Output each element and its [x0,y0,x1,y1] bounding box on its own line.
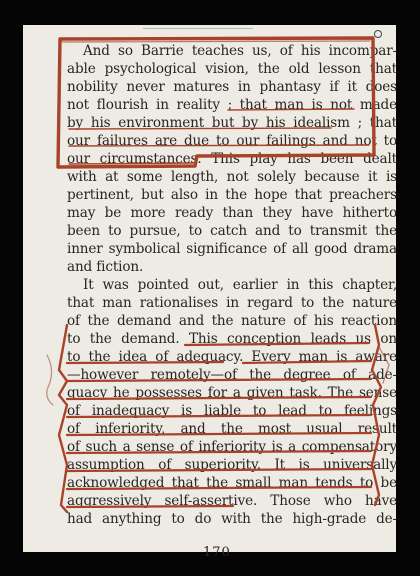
underline [67,506,233,507]
text-line: of inadequacy is liable to lead to feelings [67,403,397,419]
underline [69,128,331,129]
text-line: of such a sense of inferiority is a compensatory [67,439,397,455]
text-line: of the demand and the nature of his reaction [67,313,397,329]
text-line: acknowledged that the small man tends to be [67,475,397,491]
annotation-box-top [58,38,374,167]
text-line: been to pursue, to catch and to transmit the [67,223,397,239]
text-line: quacy he possesses for a given task. The sense [67,385,397,401]
underline [67,361,371,363]
text-line: It was pointed out, earlier in this chapter, [83,277,397,293]
underline [67,469,371,471]
text-line: pertinent, but also in the hope that preachers [67,187,397,203]
text-line: —however remotely—of the degree of ade- [67,367,397,383]
text-line: of inferiority, and the most usual result [67,421,397,437]
margin-scribble [47,355,53,405]
margin-scribble [379,347,389,383]
text-line: nobility never matures in phantasy if it does [67,79,397,95]
underline [67,379,371,381]
book-page [23,25,397,560]
underline [67,487,371,489]
text-line: And so Barrie teaches us, of his incompar- [83,43,397,59]
text-line: to the demand. This conception leads us on [67,331,397,347]
text-line: inner symbolical significance of all good drama [67,241,397,257]
text-line: able psychological vision, the old lesson that [67,61,397,77]
page-number: 170 [203,545,231,560]
underline [67,433,371,435]
text-line: our circumstances. This play has been dealt [67,151,397,167]
text-line: that man rationalises in regard to the nature [67,295,397,311]
text-line: with at some length, not solely because it is [67,169,397,185]
text-line: not flourish in reality ; that man is not made [67,97,397,113]
text-line: by his environment but by his idealism ; that [67,115,397,131]
text-line: and fiction. [67,259,144,275]
underline [67,397,371,399]
text-line: our failures are due to our failings and not to [67,133,397,149]
side-bracket-right [372,325,381,505]
underline [69,163,193,164]
text-line: aggressively self-assertive. Those who have [67,493,397,509]
annotation-box-top-inner [62,41,370,42]
text-line: assumption of superiority. It is universally [67,457,397,473]
underline [69,145,369,146]
side-bracket-left [59,325,67,512]
underline [67,451,371,453]
underline [185,343,369,345]
underline [228,109,354,110]
pen-annotations [23,25,396,552]
text-line: may be more ready than they have hitherto [67,205,397,221]
text-line: to the idea of adequacy. Every man is aware [67,349,397,365]
underline [67,415,371,417]
text-line: had anything to do with the high-grade de- [67,511,397,527]
